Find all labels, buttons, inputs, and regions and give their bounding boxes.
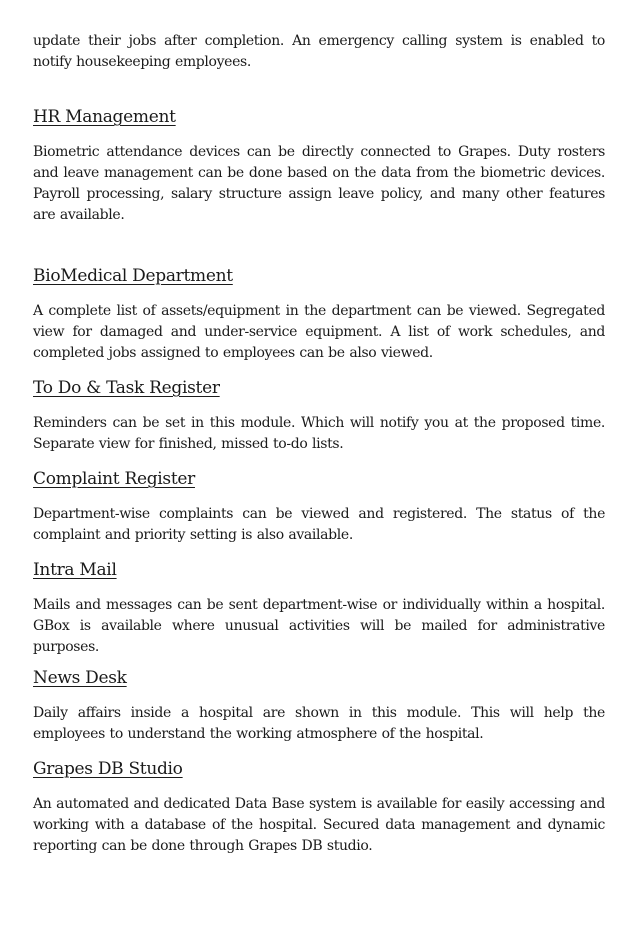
paragraph-hr-management: Biometric attendance devices can be directly connected to Grapes. Duty rosters and leave management can be done based on the data from the biometric devices. Payroll processing, salary structure assign leave policy, and many other features are available. <box>33 144 605 223</box>
paragraph-intra-mail: Mails and messages can be sent department-wise or individually within a hospital. GBox is available where unusual activities will be mailed for administrative purposes. <box>33 597 605 655</box>
heading-biomedical-department: BioMedical Department <box>33 266 233 286</box>
heading-news-desk: News Desk <box>33 668 127 688</box>
paragraph-todo-task-register: Reminders can be set in this module. Which will notify you at the proposed time. Separate view for finished, missed to-do lists. <box>33 415 605 452</box>
heading-todo-task-register: To Do & Task Register <box>33 378 220 398</box>
heading-complaint-register: Complaint Register <box>33 469 195 489</box>
paragraph-biomedical-department: A complete list of assets/equipment in the department can be viewed. Segregated view for damaged and under-service equipment. A list of work schedules, and completed jobs assigned to employees can be also viewed. <box>33 303 605 361</box>
heading-intra-mail: Intra Mail <box>33 560 117 580</box>
intro-paragraph: update their jobs after completion. An emergency calling system is enabled to notify housekeeping employees. <box>33 33 605 70</box>
paragraph-grapes-db-studio: An automated and dedicated Data Base system is available for easily accessing and working with a database of the hospital. Secured data management and dynamic reporting can be done through Grapes DB studio. <box>33 796 605 854</box>
paragraph-complaint-register: Department-wise complaints can be viewed and registered. The status of the complaint and priority setting is also available. <box>33 506 605 543</box>
paragraph-news-desk: Daily affairs inside a hospital are shown in this module. This will help the employees to understand the working atmosphere of the hospital. <box>33 705 605 742</box>
heading-hr-management: HR Management <box>33 107 176 127</box>
heading-grapes-db-studio: Grapes DB Studio <box>33 759 183 779</box>
